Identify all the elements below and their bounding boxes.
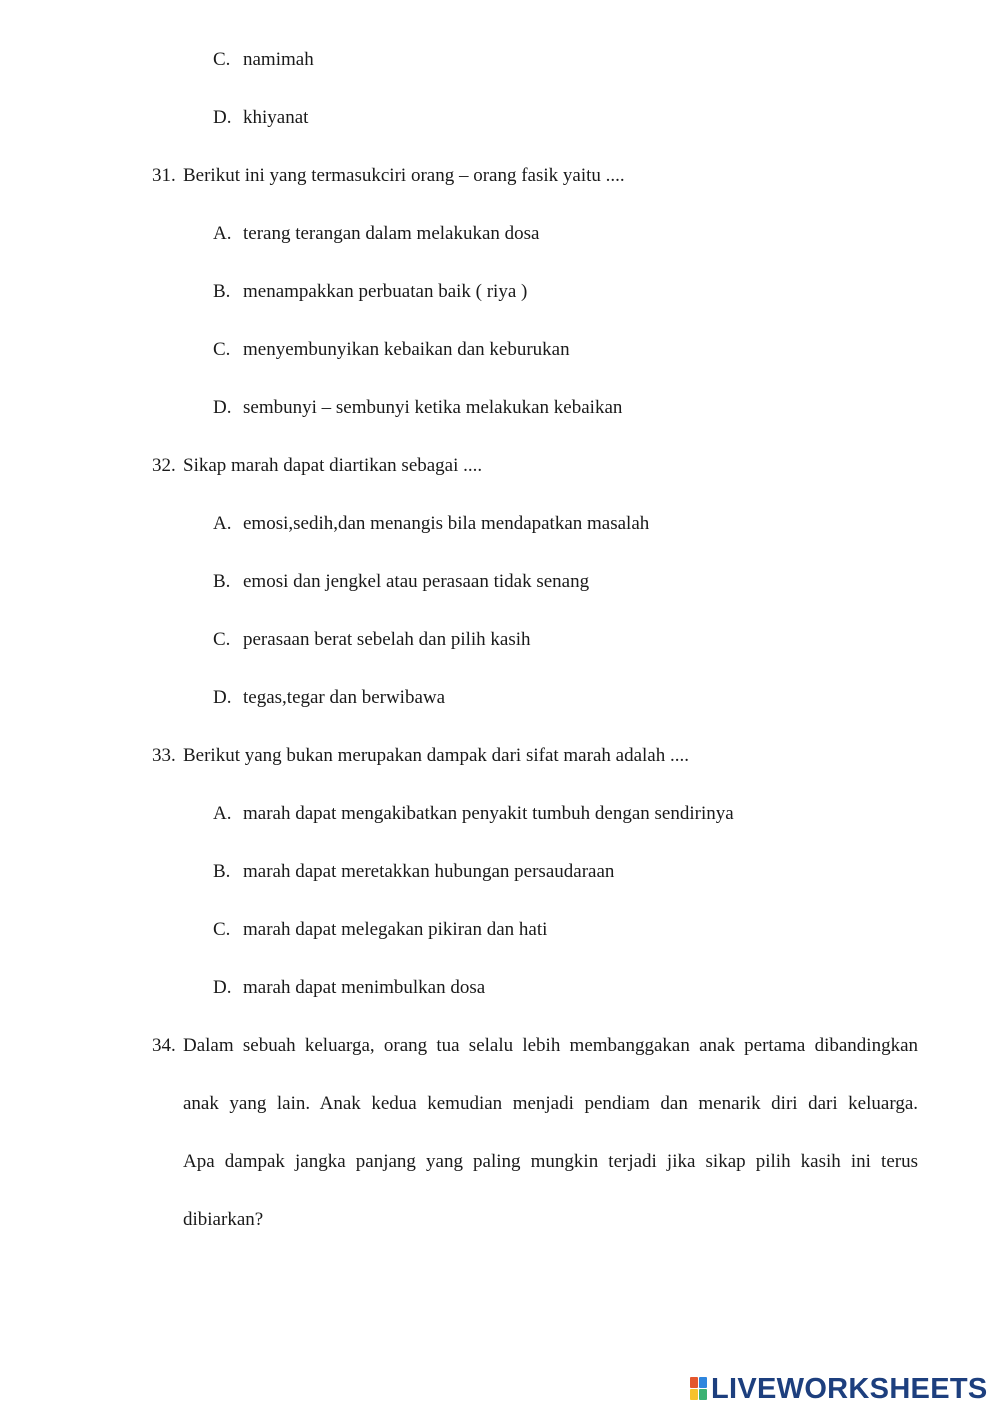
- option-letter: D.: [213, 977, 232, 998]
- option-letter: C.: [213, 339, 231, 360]
- option-text: marah dapat menimbulkan dosa: [243, 977, 486, 998]
- option-row: [0, 396, 999, 420]
- option-text: marah dapat mengakibatkan penyakit tumbuh dengan sendirinya: [243, 803, 734, 824]
- question-text: Sikap marah dapat diartikan sebagai ....: [183, 455, 483, 476]
- question-number: 31.: [152, 165, 176, 186]
- option-row: [0, 512, 999, 536]
- option-text: menyembunyikan kebaikan dan keburukan: [243, 339, 570, 360]
- question-number: 33.: [152, 745, 176, 766]
- option-text: tegas,tegar dan berwibawa: [243, 687, 446, 708]
- option-letter: C.: [213, 919, 231, 940]
- option-text: emosi,sedih,dan menangis bila mendapatkan masalah: [243, 513, 650, 534]
- liveworksheets-watermark: [690, 1374, 988, 1404]
- option-row: [0, 686, 999, 710]
- question-number: 32.: [152, 455, 176, 476]
- option-letter: D.: [213, 397, 232, 418]
- option-letter: D.: [213, 687, 232, 708]
- liveworksheets-logo-icon: [690, 1377, 708, 1401]
- question-33: [0, 744, 999, 768]
- option-row: [0, 570, 999, 594]
- option-row: [0, 802, 999, 826]
- question-32: [0, 454, 999, 478]
- option-text: khiyanat: [243, 107, 309, 128]
- option-row: [0, 338, 999, 362]
- question-text-line: anak yang lain. Anak kedua kemudian menjadi pendiam dan menarik diri dari keluarga.: [183, 1093, 918, 1114]
- option-row: [0, 918, 999, 942]
- question-text: Berikut yang bukan merupakan dampak dari sifat marah adalah ....: [183, 745, 689, 766]
- option-text: menampakkan perbuatan baik ( riya ): [243, 281, 528, 302]
- option-text: sembunyi – sembunyi ketika melakukan kebaikan: [243, 397, 623, 418]
- option-text: marah dapat meretakkan hubungan persaudaraan: [243, 861, 615, 882]
- question-text: Berikut ini yang termasukciri orang – orang fasik yaitu ....: [183, 165, 625, 186]
- option-letter: B.: [213, 861, 231, 882]
- question-text-line: Apa dampak jangka panjang yang paling mungkin terjadi jika sikap pilih kasih ini terus: [183, 1151, 918, 1172]
- option-row: [0, 222, 999, 246]
- question-text-line: dibiarkan?: [183, 1209, 264, 1230]
- question-number: 34.: [152, 1035, 176, 1056]
- option-letter: B.: [213, 571, 231, 592]
- option-letter: B.: [213, 281, 231, 302]
- option-text: namimah: [243, 49, 314, 70]
- option-letter: D.: [213, 107, 232, 128]
- option-letter: A.: [213, 513, 232, 534]
- option-row: [0, 976, 999, 1000]
- option-text: marah dapat melegakan pikiran dan hati: [243, 919, 548, 940]
- option-letter: C.: [213, 629, 231, 650]
- option-row: [0, 628, 999, 652]
- option-row: [0, 860, 999, 884]
- option-text: terang terangan dalam melakukan dosa: [243, 223, 540, 244]
- option-text: perasaan berat sebelah dan pilih kasih: [243, 629, 531, 650]
- option-letter: C.: [213, 49, 231, 70]
- option-text: emosi dan jengkel atau perasaan tidak senang: [243, 571, 590, 592]
- option-row: [0, 48, 999, 72]
- option-row: [0, 280, 999, 304]
- question-31: [0, 164, 999, 188]
- watermark-text: LIVEWORKSHEETS: [711, 1373, 988, 1405]
- option-row: [0, 106, 999, 130]
- question-text-line: Dalam sebuah keluarga, orang tua selalu lebih membanggakan anak pertama dibandingkan: [183, 1035, 918, 1056]
- option-letter: A.: [213, 223, 232, 244]
- option-letter: A.: [213, 803, 232, 824]
